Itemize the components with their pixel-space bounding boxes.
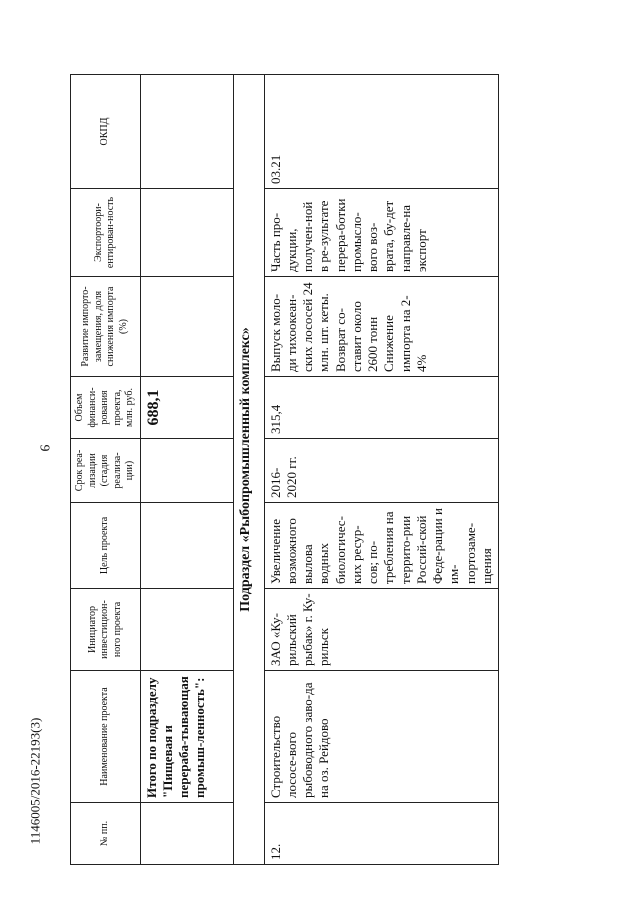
header-volume: Объем финанси-рования проекта, млн. руб. bbox=[71, 377, 141, 439]
header-export: Экспортоори-ентирован-ность bbox=[71, 189, 141, 277]
header-initiator: Инициатор инвестицион-ного проекта bbox=[71, 589, 141, 671]
row-volume: 315,4 bbox=[264, 377, 499, 439]
row-initiator: ЗАО «Ку-рильский рыбак» г. Ку-рильск bbox=[264, 589, 499, 671]
header-name: Наименование проекта bbox=[71, 671, 141, 803]
header-okpd: ОКПД bbox=[71, 75, 141, 189]
subtotal-label: Итого по подразделу "Пищевая и перераба-тывающая промыш-ленность": bbox=[140, 671, 233, 803]
section-title: Подраздел «Рыбопромышленный комплекс» bbox=[233, 75, 264, 865]
table-row bbox=[264, 75, 499, 865]
header-no: № пп. bbox=[71, 803, 141, 865]
table-header-row bbox=[71, 75, 141, 865]
row-no: 12. bbox=[264, 803, 499, 865]
subtotal-row bbox=[140, 75, 233, 865]
page-number: 9 bbox=[36, 444, 52, 452]
row-export: Часть про-дукции, получен-ной в ре-зультате перера-ботки промысло-вого воз-врата, бу-дет направле-на экспорт bbox=[264, 189, 499, 277]
document-id: 1146005/2016-22193(3) bbox=[27, 717, 43, 845]
subtotal-volume: 688,1 bbox=[140, 377, 233, 439]
header-term: Срок реа-лизации (стадия реализа-ции) bbox=[71, 439, 141, 503]
header-import: Развитие импорто-замещения, доля снижения импорта (%) bbox=[71, 277, 141, 377]
row-name: Строительство лососе-вого рыбоводного заво-да на оз. Рейдово bbox=[264, 671, 499, 803]
row-goal: Увеличение возможного вылова водных биологичес-ких ресур-сов; по-требления на террито-рии Россий-ской Феде-рации и им-портозаме-щения bbox=[264, 503, 499, 589]
row-term: 2016-2020 гг. bbox=[264, 439, 499, 503]
header-goal: Цель проекта bbox=[71, 503, 141, 589]
rotated-table-sheet bbox=[70, 75, 535, 865]
section-row bbox=[233, 75, 264, 865]
row-import: Выпуск моло-ди тихоокеан-ских лососей 24 млн. шт. кеты. Возврат со-ставит около 2600 тонн Снижение импорта на 2-4% bbox=[264, 277, 499, 377]
investment-projects-table bbox=[70, 74, 499, 865]
row-okpd: 03.21 bbox=[264, 75, 499, 189]
